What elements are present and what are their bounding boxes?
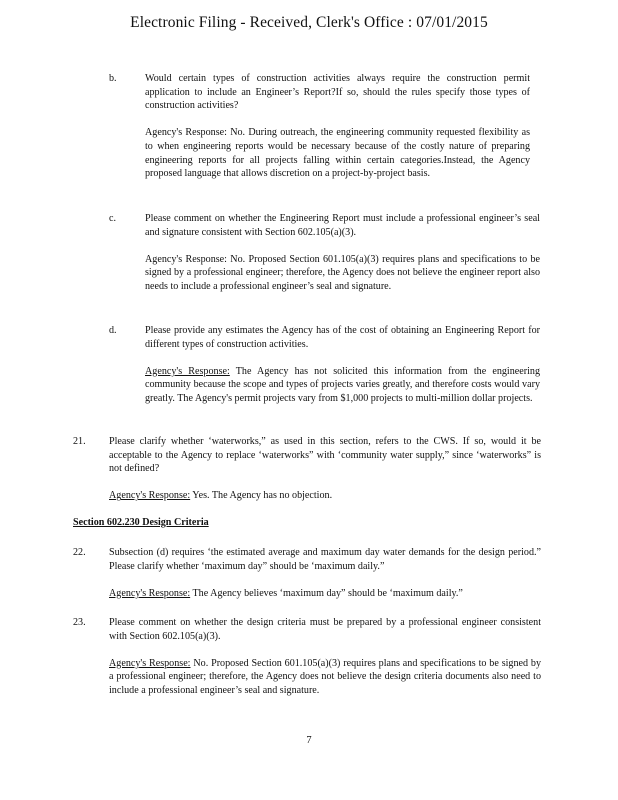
item-label-b: b. (109, 73, 117, 84)
item-label-23: 23. (73, 617, 86, 628)
agency-response (109, 657, 541, 698)
response-text: No. Proposed Section 601.105(a)(3) requires plans and specifications to be signed by a professional engineer; therefore, the Agency does not believe the engineer report also needs to include a professional engineer’s seal and signature. (145, 253, 541, 292)
item-21 (109, 435, 541, 503)
agency-response (145, 365, 540, 406)
page-number: 7 (306, 735, 312, 746)
response-label: Agency's Response: (145, 365, 230, 377)
item-d (145, 324, 540, 406)
filing-header: Electronic Filing - Received, Clerk's Office : 07/01/2015 (130, 14, 488, 31)
response-text: The Agency has not solicited this information from the engineering community because the scope and types of projects varies greatly, and therefore costs would vary greatly. The Agency's permit projects vary from $1,000 projects to multi-million dollar projects. (145, 365, 540, 404)
section-heading: Section 602.230 Design Criteria (73, 517, 209, 528)
item-c (145, 212, 540, 294)
response-text: Yes. The Agency has no objection. (190, 490, 333, 502)
item-23 (109, 616, 541, 698)
response-text: No. Proposed Section 601.105(a)(3) requires plans and specifications to be signed by a professional engineer; therefore, the Agency does not believe the design criteria documents also need to include a professional engineer’s seal and signature. (109, 657, 541, 696)
item-22 (109, 546, 541, 600)
item-label-d: d. (109, 325, 117, 336)
response-text: The Agency believes ‘maximum day” should be ‘maximum daily.” (190, 587, 463, 599)
question-text: Please comment on whether the Engineering Report must include a professional engineer’s seal and signature consistent with Section 602.105(a)(3). (145, 213, 540, 238)
response-label: Agency's Response: (109, 657, 191, 669)
response-text: No. During outreach, the engineering community requested flexibility as to when engineering reports would be necessary because of the costly nature of preparing engineering reports for all projects falling within certain categories.Instead, the Agency proposed language that allows discretion on a project-by-project basis. (145, 127, 530, 180)
question-text: Please comment on whether the design criteria must be prepared by a professional engineer consistent with Section 602.105(a)(3). (109, 617, 541, 642)
response-label: Agency's Response: (109, 490, 191, 502)
question-text: Subsection (d) requires ‘the estimated average and maximum day water demands for the design period.” Please clarify whether ‘maximum day” should be ‘maximum daily.” (109, 547, 541, 572)
agency-response (109, 587, 541, 601)
agency-response (145, 253, 540, 294)
agency-response (109, 489, 541, 503)
item-label-21: 21. (73, 436, 86, 447)
item-label-c: c. (109, 213, 117, 224)
agency-response (145, 126, 530, 180)
response-label: Agency's Response: (145, 253, 227, 265)
question-text: Please provide any estimates the Agency has of the cost of obtaining an Engineering Report for different types of construction activities. (145, 325, 540, 350)
item-b (145, 72, 530, 181)
question-text: Please clarify whether ‘waterworks,” as used in this section, refers to the CWS. If so, would it be acceptable to the Agency to replace ‘waterworks” with ‘community water supply,” since ‘waterworks” is not defined? (109, 436, 541, 475)
question-text: Would certain types of construction activities always require the construction permit application to include an Engineer’s Report?If so, should the rules specify those types of construction activities? (145, 73, 530, 112)
item-label-22: 22. (73, 547, 86, 558)
response-label: Agency's Response: (145, 127, 227, 139)
response-label: Agency's Response: (109, 587, 191, 599)
